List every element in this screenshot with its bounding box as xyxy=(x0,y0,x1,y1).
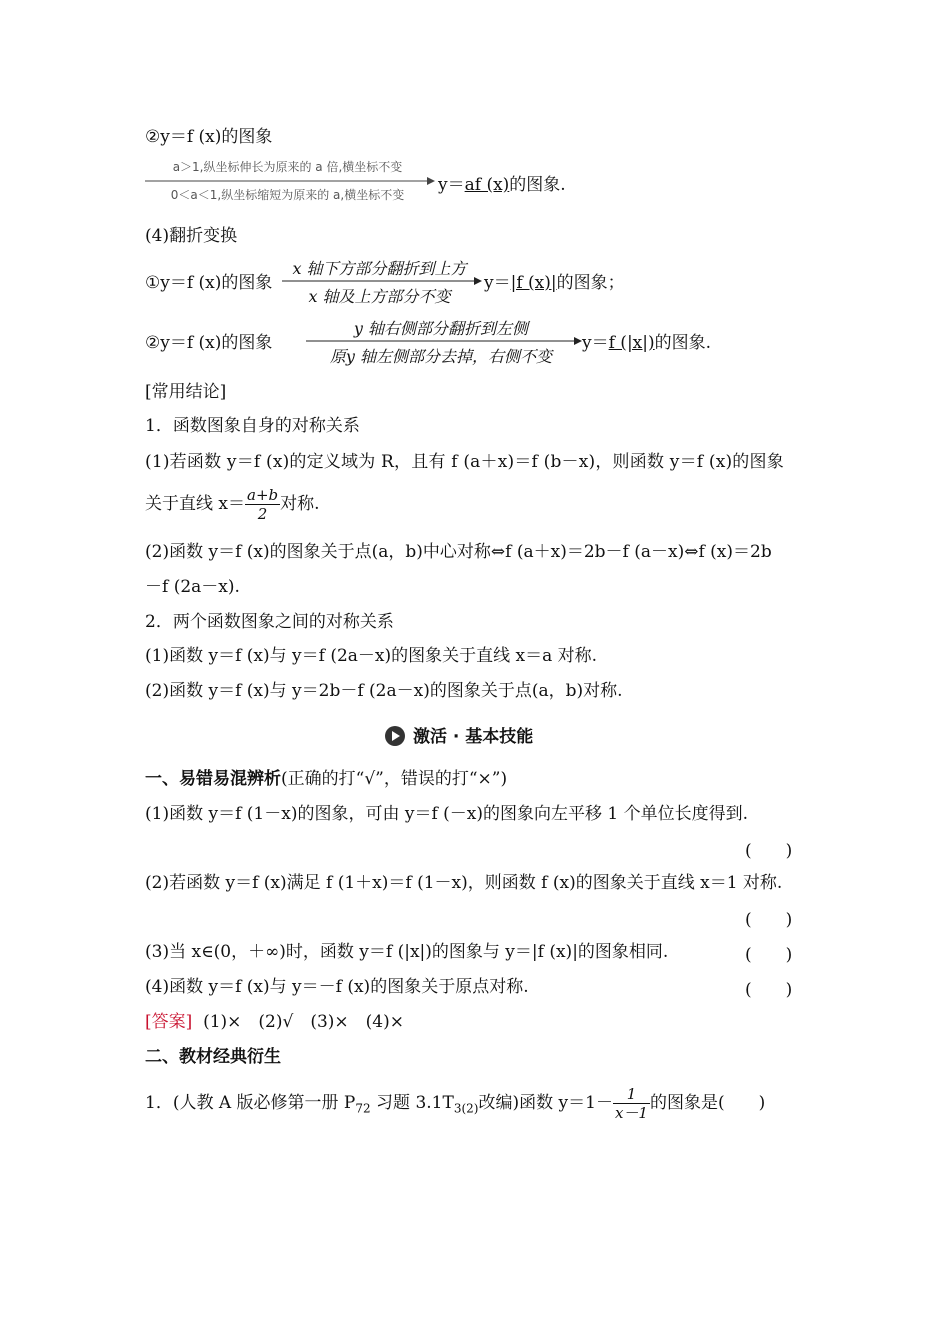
p2q1-fraction xyxy=(613,1085,650,1122)
answer-paren-1[interactable]: ( ) xyxy=(745,841,793,861)
answer-text: (1)× (2)√ (3)× (4)× xyxy=(203,1012,404,1032)
scale-result-prefix: y＝ xyxy=(438,175,465,195)
flip-item2-upper: y 轴右侧部分翻折到左侧 xyxy=(353,319,529,338)
p2q1-sub1: 72 xyxy=(355,1101,371,1116)
c1-frac-num: a+b xyxy=(247,486,279,504)
flip-item1-result-expr: |f (x)| xyxy=(510,273,557,293)
conclusion1-para1-line1: (1)若函数 y＝f (x)的定义域为 R，且有 f (a＋x)＝f (b－x)，则函数 y＝f (x)的图象 xyxy=(145,452,784,472)
scale-result-expr: af (x) xyxy=(464,175,510,195)
flip-item2-result-expr: f (|x|) xyxy=(608,333,655,353)
part2-question-1 xyxy=(145,1085,765,1122)
question-1: (1)函数 y＝f (1－x)的图象，可由 y＝f (－x)的图象向左平移 1 个单位长度得到. xyxy=(145,804,749,824)
p2q1-frac-num: 1 xyxy=(613,1085,650,1104)
scale-arrow-lower: 0＜a＜1,纵坐标缩短为原来的 a,横坐标不变 xyxy=(170,188,405,202)
flip-item1-result xyxy=(484,271,625,295)
flip-item2-lower: 原y 轴左侧部分去掉，右侧不变 xyxy=(329,347,553,366)
section-title-text: 激活 · 基本技能 xyxy=(413,727,534,747)
p2q1-sub2: 3(2) xyxy=(453,1101,479,1116)
answer-paren-2[interactable]: ( ) xyxy=(745,910,793,930)
play-circle-icon xyxy=(385,726,405,746)
p2q1-mid: 习题 3.1T xyxy=(370,1093,454,1113)
p2q1-suffix: 的图象是( ) xyxy=(649,1093,766,1113)
conclusion2-para1: (1)函数 y＝f (x)与 y＝f (2a－x)的图象关于直线 x＝a 对称. xyxy=(145,646,598,666)
question-4: (4)函数 y＝f (x)与 y＝－f (x)的图象关于原点对称. xyxy=(145,977,529,997)
c1-prefix: 关于直线 x＝ xyxy=(145,494,245,514)
part1-heading-bold: 一、易错易混辨析 xyxy=(145,769,281,789)
flip-item2-result-prefix: y＝ xyxy=(582,333,609,353)
flip-item2-head: ②y＝f (x)的图象 xyxy=(145,333,273,353)
c1-frac-den: 2 xyxy=(257,505,268,523)
conclusion2-para2: (2)函数 y＝f (x)与 y＝2b－f (2a－x)的图象关于点(a，b)对称. xyxy=(145,681,623,701)
flip-item2-result xyxy=(582,331,711,355)
flip-item1-arrow xyxy=(282,256,482,306)
flip-item2-result-suffix: 的图象. xyxy=(654,333,712,353)
question-3: (3)当 x∈(0，＋∞)时，函数 y＝f (|x|)的图象与 y＝|f (x)|的图象相同. xyxy=(145,942,669,962)
scale-result-suffix: 的图象. xyxy=(509,175,566,195)
c1-fraction xyxy=(245,486,280,523)
flip-item1-result-suffix: 的图象； xyxy=(556,273,625,293)
answer-paren-3[interactable]: ( ) xyxy=(745,945,793,965)
part1-heading xyxy=(145,767,507,791)
p2q1-mid2: 改编)函数 y＝1－ xyxy=(478,1093,613,1113)
conclusion1-para2-line2: －f (2a－x). xyxy=(145,577,240,597)
conclusions-heading: [常用结论] xyxy=(145,382,227,402)
scale-arrow xyxy=(145,158,435,204)
scale-head: ②y＝f (x)的图象 xyxy=(145,127,273,147)
arrow-icon xyxy=(145,176,435,186)
part1-heading-rest: (正确的打“√”，错误的打“×”) xyxy=(281,769,508,789)
flip-item1-result-prefix: y＝ xyxy=(484,273,511,293)
conclusion2-title: 2．两个函数图象之间的对称关系 xyxy=(145,612,394,632)
scale-result xyxy=(438,173,566,197)
answer-paren-4[interactable]: ( ) xyxy=(745,980,793,1000)
section-title xyxy=(385,722,533,747)
p2q1-prefix: 1．(人教 A 版必修第一册 P xyxy=(145,1093,356,1113)
question-2: (2)若函数 y＝f (x)满足 f (1＋x)＝f (1－x)，则函数 f (x)的图象关于直线 x＝1 对称. xyxy=(145,873,783,893)
flip-heading: (4)翻折变换 xyxy=(145,226,238,246)
answer-label: [答案] xyxy=(145,1012,193,1032)
flip-item1-upper: x 轴下方部分翻折到上方 xyxy=(292,259,467,278)
part2-heading: 二、教材经典衍生 xyxy=(145,1047,281,1067)
flip-item1-lower: x 轴及上方部分不变 xyxy=(308,287,451,306)
flip-item1-head: ①y＝f (x)的图象 xyxy=(145,273,273,293)
conclusion1-para2-line1: (2)函数 y＝f (x)的图象关于点(a，b)中心对称⇔f (a＋x)＝2b－f (a－x)⇔f (x)＝2b xyxy=(145,542,772,562)
c1-suffix: 对称. xyxy=(280,494,320,514)
answer-line xyxy=(145,1010,404,1034)
flip-item2-arrow xyxy=(306,316,582,366)
p2q1-frac-den: x－1 xyxy=(614,1104,648,1122)
scale-arrow-upper: a＞1,纵坐标伸长为原来的 a 倍,横坐标不变 xyxy=(172,160,403,174)
conclusion1-title: 1．函数图象自身的对称关系 xyxy=(145,416,360,436)
conclusion1-para1-line2 xyxy=(145,486,320,523)
